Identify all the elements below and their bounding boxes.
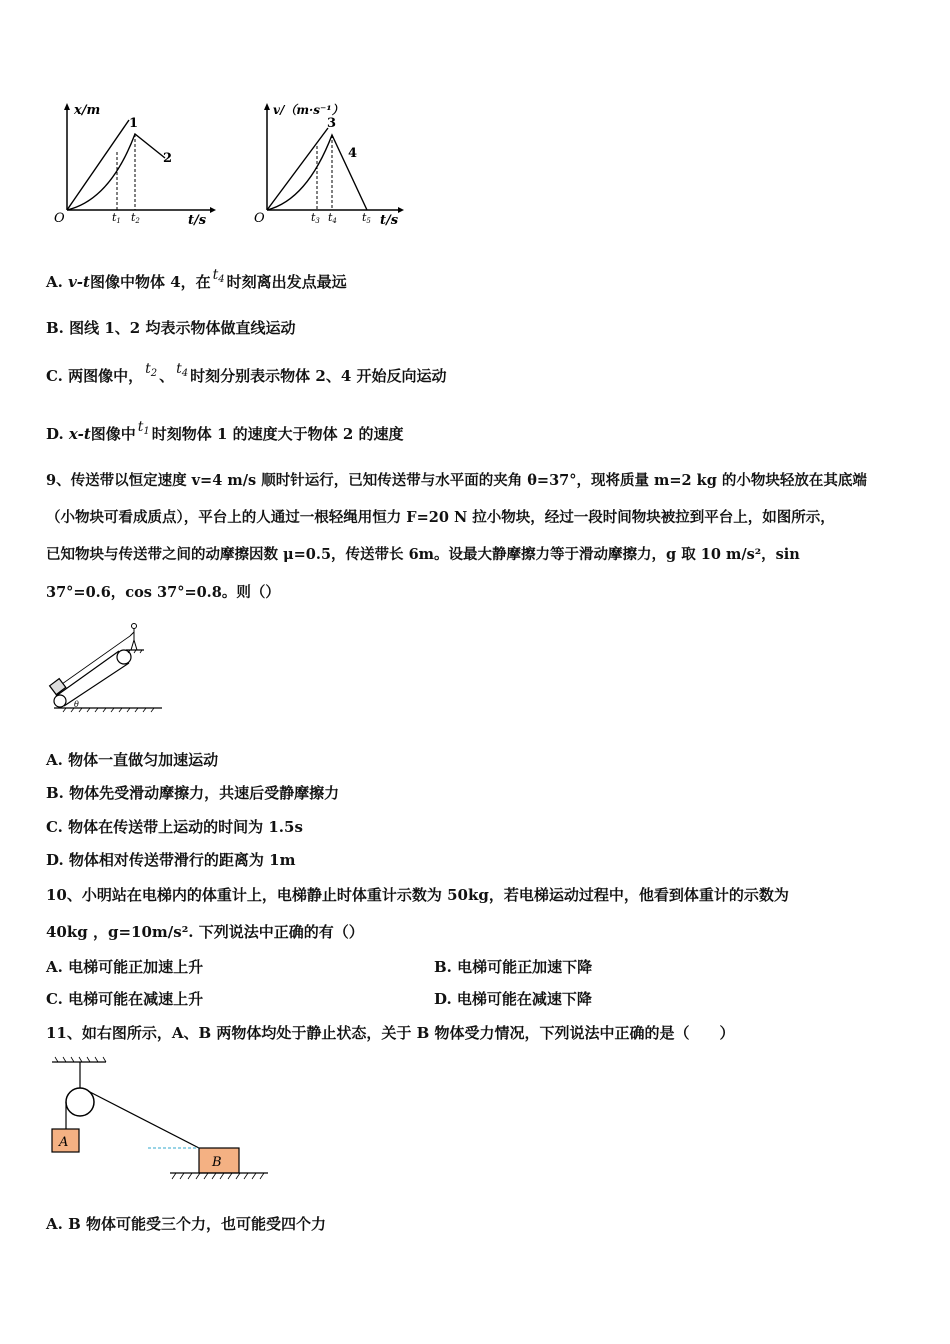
q8-option-d: D. x-t图像中 $t_1$ 时刻物体 1 的速度大于物体 2 的速度 [46,419,404,443]
xt-curve-2 [67,134,165,210]
xt-origin: O [54,211,65,226]
vt-y-label: v/（m·s⁻¹） [273,103,344,117]
q8-option-a: A. v-t图像中物体 4，在 $t_4$ 时刻离出发点最远 [46,267,347,291]
q8-a-time-symbol: $t_4$ [212,267,225,285]
q10-stem-line-1: 10、小明站在电梯内的体重计上，电梯静止时体重计示数为 50kg，若电梯运动过程中，他看到体重计的示数为 [46,886,789,904]
vt-graph [252,100,432,230]
xt-line-1 [67,120,129,210]
q9-option-b: B. 物体先受滑动摩擦力，共速后受静摩擦力 [46,784,340,802]
q11-option-a: A. B 物体可能受三个力，也可能受四个力 [46,1215,326,1233]
small-block [50,679,66,695]
q11-stem-line-1: 11、如右图所示，A、B 两物体均处于静止状态，关于 B 物体受力情况，下列说法中正确的是（ ） [46,1024,735,1042]
pulley-diagram [44,1054,284,1184]
vt-line-3 [267,128,328,210]
vt-tick-t3: t3 [311,211,320,225]
vt-x-label: t/s [380,213,399,228]
q8-d-time-symbol: $t_1$ [137,419,150,437]
q8-option-b: B. 图线 1、2 均表示物体做直线运动 [46,319,296,337]
xt-x-label: t/s [188,213,207,228]
vt-curve-3-label: 3 [327,116,337,131]
q10-option-b: B. 电梯可能正加速下降 [434,958,593,976]
vt-tick-t5: t5 [362,211,371,225]
q9-option-a: A. 物体一直做匀加速运动 [46,751,219,769]
q9-option-d: D. 物体相对传送带滑行的距离为 1m [46,851,296,869]
q10-stem-line-2: 40kg ，g=10m/s². 下列说法中正确的有（） [46,923,364,941]
q8-option-c: C. 两图像中， $t_2$ 、 $t_4$ 时刻分别表示物体 2、4 开始反向运动 [46,361,447,385]
q9-stem-line-3: 已知物块与传送带之间的动摩擦因数 μ=0.5，传送带长 6m。设最大静摩擦力等于滑动摩擦力，g 取 10 m/s²，sin [46,546,800,563]
incline-angle-label: θ [74,700,79,709]
q10-option-c: C. 电梯可能在减速上升 [46,990,204,1008]
xt-curve-2-label: 2 [163,151,173,166]
q8-c-time-symbol-1: $t_2$ [145,361,158,379]
xt-curve-1-label: 1 [129,116,139,131]
q9-stem-line-2: （小物块可看成质点），平台上的人通过一根轻绳用恒力 F=20 N 拉小物块，经过一段时间物块被拉到平台上，如图所示， [46,509,835,526]
xt-tick-t2: t2 [131,211,140,225]
q8-c-time-symbol-2: $t_4$ [176,361,189,379]
xt-y-label: x/m [74,103,101,118]
vt-tick-t4: t4 [328,211,337,225]
conveyor-diagram [44,616,174,716]
xt-graph [50,100,220,230]
q9-option-c: C. 物体在传送带上运动的时间为 1.5s [46,818,303,836]
q9-stem-line-4: 37°=0.6，cos 37°=0.8。则（） [46,584,280,601]
block-b-label: B [212,1155,222,1170]
q9-stem-line-1: 9、传送带以恒定速度 v=4 m/s 顺时针运行，已知传送带与水平面的夹角 θ=37°，现将质量 m=2 kg 的小物块轻放在其底端 [46,472,867,489]
block-a-label: A [59,1135,69,1150]
xt-tick-t1: t1 [112,211,121,225]
q10-option-d: D. 电梯可能在减速下降 [434,990,592,1008]
vt-curve-4-label: 4 [348,146,358,161]
q10-option-a: A. 电梯可能正加速上升 [46,958,204,976]
vt-origin: O [254,211,265,226]
